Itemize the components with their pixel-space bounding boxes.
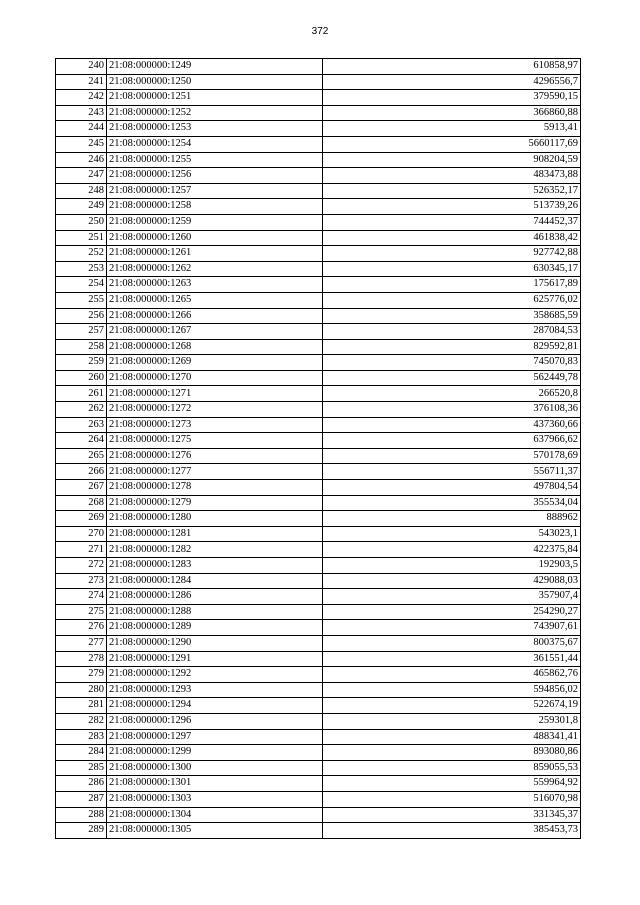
page-number: 372 [311, 26, 329, 37]
cadastral-number-cell: 21:08:000000:1260 [107, 230, 323, 246]
cadastral-value-cell: 927742,88 [323, 246, 581, 262]
cadastral-value-cell: 743907,61 [323, 620, 581, 636]
cadastral-number-cell: 21:08:000000:1293 [107, 682, 323, 698]
table-row [56, 713, 581, 729]
cadastral-value-cell: 483473,88 [323, 168, 581, 184]
row-number-cell: 243 [56, 105, 107, 121]
cadastral-value-cell: 859055,53 [323, 760, 581, 776]
cadastral-number-cell: 21:08:000000:1268 [107, 339, 323, 355]
cadastral-number-cell: 21:08:000000:1291 [107, 651, 323, 667]
table-row [56, 121, 581, 137]
cadastral-value-cell: 800375,67 [323, 635, 581, 651]
table-row [56, 495, 581, 511]
table-row [56, 823, 581, 839]
row-number-cell: 252 [56, 246, 107, 262]
table-row [56, 386, 581, 402]
cadastral-value-cell: 331345,37 [323, 807, 581, 823]
cadastral-number-cell: 21:08:000000:1256 [107, 168, 323, 184]
cadastral-number-cell: 21:08:000000:1250 [107, 74, 323, 90]
cadastral-number-cell: 21:08:000000:1286 [107, 589, 323, 605]
cadastral-value-cell: 422375,84 [323, 542, 581, 558]
row-number-cell: 254 [56, 277, 107, 293]
table-row [56, 324, 581, 340]
cadastral-number-cell: 21:08:000000:1303 [107, 791, 323, 807]
cadastral-value-cell: 526352,17 [323, 183, 581, 199]
cadastral-number-cell: 21:08:000000:1301 [107, 776, 323, 792]
table-row [56, 105, 581, 121]
table-row [56, 355, 581, 371]
table-row [56, 635, 581, 651]
row-number-cell: 268 [56, 495, 107, 511]
row-number-cell: 281 [56, 698, 107, 714]
cadastral-number-cell: 21:08:000000:1300 [107, 760, 323, 776]
cadastral-number-cell: 21:08:000000:1273 [107, 417, 323, 433]
row-number-cell: 240 [56, 59, 107, 75]
table-row [56, 480, 581, 496]
cadastral-value-cell: 465862,76 [323, 667, 581, 683]
table-row [56, 261, 581, 277]
table-row [56, 433, 581, 449]
table-row [56, 558, 581, 574]
cadastral-number-cell: 21:08:000000:1251 [107, 90, 323, 106]
cadastral-value-cell: 570178,69 [323, 448, 581, 464]
table-row [56, 760, 581, 776]
row-number-cell: 277 [56, 635, 107, 651]
cadastral-number-cell: 21:08:000000:1267 [107, 324, 323, 340]
row-number-cell: 276 [56, 620, 107, 636]
row-number-cell: 264 [56, 433, 107, 449]
cadastral-value-cell: 562449,78 [323, 370, 581, 386]
table-row [56, 339, 581, 355]
row-number-cell: 288 [56, 807, 107, 823]
table-row [56, 214, 581, 230]
table-row [56, 791, 581, 807]
cadastral-value-cell: 4296556,7 [323, 74, 581, 90]
row-number-cell: 249 [56, 199, 107, 215]
row-number-cell: 275 [56, 604, 107, 620]
cadastral-value-cell: 366860,88 [323, 105, 581, 121]
row-number-cell: 261 [56, 386, 107, 402]
row-number-cell: 286 [56, 776, 107, 792]
cadastral-value-cell: 497804,54 [323, 480, 581, 496]
row-number-cell: 271 [56, 542, 107, 558]
row-number-cell: 273 [56, 573, 107, 589]
row-number-cell: 285 [56, 760, 107, 776]
table-row [56, 807, 581, 823]
table-row [56, 168, 581, 184]
cadastral-value-cell: 287084,53 [323, 324, 581, 340]
cadastral-value-cell: 429088,03 [323, 573, 581, 589]
cadastral-value-cell: 437360,66 [323, 417, 581, 433]
cadastral-number-cell: 21:08:000000:1255 [107, 152, 323, 168]
table-row [56, 277, 581, 293]
table-row [56, 620, 581, 636]
row-number-cell: 253 [56, 261, 107, 277]
cadastral-number-cell: 21:08:000000:1278 [107, 480, 323, 496]
cadastral-number-cell: 21:08:000000:1304 [107, 807, 323, 823]
row-number-cell: 278 [56, 651, 107, 667]
table-body [56, 59, 581, 839]
table-row [56, 59, 581, 75]
row-number-cell: 256 [56, 308, 107, 324]
cadastral-number-cell: 21:08:000000:1279 [107, 495, 323, 511]
cadastral-value-cell: 610858,97 [323, 59, 581, 75]
row-number-cell: 260 [56, 370, 107, 386]
row-number-cell: 242 [56, 90, 107, 106]
cadastral-number-cell: 21:08:000000:1254 [107, 136, 323, 152]
table-row [56, 604, 581, 620]
cadastral-value-cell: 5660117,69 [323, 136, 581, 152]
table-row [56, 682, 581, 698]
table-row [56, 526, 581, 542]
row-number-cell: 272 [56, 558, 107, 574]
row-number-cell: 262 [56, 402, 107, 418]
table-row [56, 136, 581, 152]
cadastral-number-cell: 21:08:000000:1289 [107, 620, 323, 636]
row-number-cell: 263 [56, 417, 107, 433]
row-number-cell: 241 [56, 74, 107, 90]
row-number-cell: 267 [56, 480, 107, 496]
cadastral-value-cell: 594856,02 [323, 682, 581, 698]
row-number-cell: 255 [56, 292, 107, 308]
table-row [56, 729, 581, 745]
row-number-cell: 280 [56, 682, 107, 698]
cadastral-number-cell: 21:08:000000:1297 [107, 729, 323, 745]
cadastral-value-cell: 888962 [323, 511, 581, 527]
cadastral-number-cell: 21:08:000000:1282 [107, 542, 323, 558]
table-row [56, 417, 581, 433]
cadastral-number-cell: 21:08:000000:1277 [107, 464, 323, 480]
row-number-cell: 250 [56, 214, 107, 230]
cadastral-value-cell: 5913,41 [323, 121, 581, 137]
cadastral-number-cell: 21:08:000000:1284 [107, 573, 323, 589]
table-row [56, 745, 581, 761]
row-number-cell: 287 [56, 791, 107, 807]
table-row [56, 589, 581, 605]
row-number-cell: 265 [56, 448, 107, 464]
table-row [56, 246, 581, 262]
cadastral-value-cell: 254290,27 [323, 604, 581, 620]
row-number-cell: 279 [56, 667, 107, 683]
cadastral-number-cell: 21:08:000000:1283 [107, 558, 323, 574]
cadastral-value-cell: 266520,8 [323, 386, 581, 402]
table-row [56, 542, 581, 558]
cadastral-number-cell: 21:08:000000:1280 [107, 511, 323, 527]
cadastral-number-cell: 21:08:000000:1275 [107, 433, 323, 449]
cadastral-number-cell: 21:08:000000:1266 [107, 308, 323, 324]
cadastral-number-cell: 21:08:000000:1252 [107, 105, 323, 121]
row-number-cell: 269 [56, 511, 107, 527]
cadastral-value-cell: 355534,04 [323, 495, 581, 511]
cadastral-number-cell: 21:08:000000:1294 [107, 698, 323, 714]
table-row [56, 230, 581, 246]
cadastral-value-cell: 461838,42 [323, 230, 581, 246]
cadastral-number-cell: 21:08:000000:1262 [107, 261, 323, 277]
cadastral-value-cell: 543023,1 [323, 526, 581, 542]
cadastral-number-cell: 21:08:000000:1257 [107, 183, 323, 199]
cadastral-value-cell: 893080,86 [323, 745, 581, 761]
cadastral-value-cell: 358685,59 [323, 308, 581, 324]
cadastral-number-cell: 21:08:000000:1261 [107, 246, 323, 262]
cadastral-number-cell: 21:08:000000:1263 [107, 277, 323, 293]
cadastral-value-cell: 376108,36 [323, 402, 581, 418]
cadastral-number-cell: 21:08:000000:1258 [107, 199, 323, 215]
cadastral-number-cell: 21:08:000000:1253 [107, 121, 323, 137]
cadastral-value-cell: 516070,98 [323, 791, 581, 807]
cadastral-number-cell: 21:08:000000:1249 [107, 59, 323, 75]
cadastral-value-cell: 361551,44 [323, 651, 581, 667]
cadastral-value-cell: 488341,41 [323, 729, 581, 745]
cadastral-number-cell: 21:08:000000:1259 [107, 214, 323, 230]
table-row [56, 448, 581, 464]
table-row [56, 667, 581, 683]
table-row [56, 308, 581, 324]
cadastral-value-cell: 744452,37 [323, 214, 581, 230]
table-row [56, 776, 581, 792]
row-number-cell: 259 [56, 355, 107, 371]
table-row [56, 370, 581, 386]
table-row [56, 199, 581, 215]
table-row [56, 152, 581, 168]
row-number-cell: 246 [56, 152, 107, 168]
cadastral-value-cell: 829592,81 [323, 339, 581, 355]
row-number-cell: 248 [56, 183, 107, 199]
cadastral-number-cell: 21:08:000000:1299 [107, 745, 323, 761]
cadastral-value-cell: 745070,83 [323, 355, 581, 371]
cadastral-value-cell: 513739,26 [323, 199, 581, 215]
cadastral-number-cell: 21:08:000000:1296 [107, 713, 323, 729]
cadastral-number-cell: 21:08:000000:1281 [107, 526, 323, 542]
cadastral-number-cell: 21:08:000000:1271 [107, 386, 323, 402]
row-number-cell: 257 [56, 324, 107, 340]
table-row [56, 292, 581, 308]
table-row [56, 183, 581, 199]
row-number-cell: 245 [56, 136, 107, 152]
table-row [56, 511, 581, 527]
table-row [56, 402, 581, 418]
table-row [56, 651, 581, 667]
table-row [56, 573, 581, 589]
row-number-cell: 282 [56, 713, 107, 729]
row-number-cell: 251 [56, 230, 107, 246]
cadastral-value-cell: 637966,62 [323, 433, 581, 449]
cadastral-number-cell: 21:08:000000:1290 [107, 635, 323, 651]
row-number-cell: 274 [56, 589, 107, 605]
cadastral-value-cell: 908204,59 [323, 152, 581, 168]
cadastral-number-cell: 21:08:000000:1272 [107, 402, 323, 418]
cadastral-value-cell: 192903,5 [323, 558, 581, 574]
cadastral-value-cell: 559964,92 [323, 776, 581, 792]
row-number-cell: 283 [56, 729, 107, 745]
row-number-cell: 247 [56, 168, 107, 184]
cadastral-value-cell: 630345,17 [323, 261, 581, 277]
cadastral-value-table [55, 58, 581, 839]
cadastral-value-cell: 259301,8 [323, 713, 581, 729]
row-number-cell: 289 [56, 823, 107, 839]
row-number-cell: 258 [56, 339, 107, 355]
cadastral-value-cell: 175617,89 [323, 277, 581, 293]
cadastral-value-cell: 385453,73 [323, 823, 581, 839]
cadastral-number-cell: 21:08:000000:1276 [107, 448, 323, 464]
cadastral-value-cell: 556711,37 [323, 464, 581, 480]
table-row [56, 698, 581, 714]
cadastral-value-cell: 379590,15 [323, 90, 581, 106]
table-row [56, 90, 581, 106]
cadastral-value-cell: 625776,02 [323, 292, 581, 308]
row-number-cell: 284 [56, 745, 107, 761]
row-number-cell: 266 [56, 464, 107, 480]
cadastral-value-cell: 357907,4 [323, 589, 581, 605]
cadastral-value-cell: 522674,19 [323, 698, 581, 714]
cadastral-number-cell: 21:08:000000:1305 [107, 823, 323, 839]
row-number-cell: 270 [56, 526, 107, 542]
cadastral-number-cell: 21:08:000000:1265 [107, 292, 323, 308]
table-row [56, 74, 581, 90]
row-number-cell: 244 [56, 121, 107, 137]
cadastral-number-cell: 21:08:000000:1270 [107, 370, 323, 386]
cadastral-number-cell: 21:08:000000:1288 [107, 604, 323, 620]
table-row [56, 464, 581, 480]
cadastral-number-cell: 21:08:000000:1269 [107, 355, 323, 371]
cadastral-number-cell: 21:08:000000:1292 [107, 667, 323, 683]
